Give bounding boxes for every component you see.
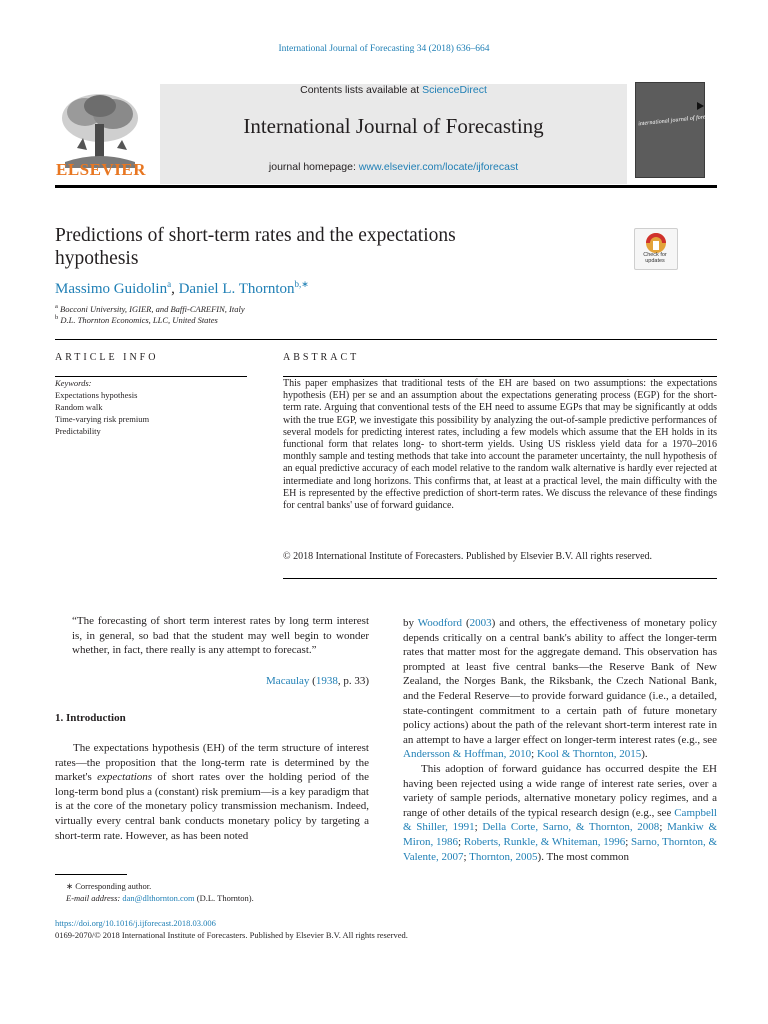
keyword: Expectations hypothesis — [55, 390, 138, 400]
article-title: Predictions of short-term rates and the expectations hypothesis — [55, 225, 456, 269]
ref-link[interactable]: Andersson & Hoffman, 2010 — [403, 748, 532, 761]
footnote-rule — [55, 874, 127, 875]
homepage-line: journal homepage: www.elsevier.com/locate/ijforecast — [268, 161, 519, 173]
article-info-rule — [55, 376, 247, 377]
journal-title: International Journal of Forecasting — [243, 114, 544, 138]
ref-link[interactable]: Campbell & Shiller, 1991 — [403, 806, 717, 834]
macaulay-year-link[interactable]: 1938 — [315, 675, 338, 687]
sciencedirect-link[interactable]: ScienceDirect — [422, 84, 487, 96]
abstract-copyright: © 2018 International Institute of Forecasters. Published by Elsevier B.V. All rights reserved. — [283, 551, 653, 562]
corresponding-author-footnote: ∗ Corresponding author. E-mail address: dan@dlthornton.com (D.L. Thornton). — [66, 881, 254, 903]
abstract-text: This paper emphasizes that traditional tests of the EH are based on two assumptions: the expectations hypothesis (EH) per se and an assumption about the expectations generating process (EGP) for the short-term rate. Arguing that conventional tests of the EH need to assume EGPs that may be significantly at odds with the true EGP, we investigate this possibility by analyzing the out-of-sample predictive performances of several models for predicting interest rates, including a few models which assume that the EH holds in its functional form that relates long- to short-term yields. Using US riskless yield data for a 1970–2016 monthly sample and testing methods that take into account the parameter uncertainty, the null hypothesis of an equal predictive accuracy of each model relative to the random walk alternative is hardly ever rejected at intermediate and long horizons. This confirms that, at least at a practical level, the main difficulty with the EH is represented by the effective prediction of short-term rates. We discuss the relevance of these findings for central banks' use of forward guidance. — [283, 378, 717, 512]
cover-arrow-icon — [697, 102, 704, 110]
affiliation-b: $^b$ D.L. Thornton Economics, LLC, United States — [55, 314, 218, 325]
publisher-name: ELSEVIER — [56, 160, 146, 179]
cover-title: international journal of forecasting — [637, 112, 724, 128]
ref-link[interactable]: Sarno, Thornton, & Valente, 2007 — [403, 835, 718, 863]
macaulay-ref-link[interactable]: Macaulay — [266, 675, 310, 687]
epigraph-quote: “The forecasting of short term interest rates by long term interest is, in general, so bad that the student may well begin to wonder whether, in fact, there really is any attempt to forecast.” — [72, 615, 369, 656]
article-info-label: ARTICLE INFO — [55, 352, 159, 363]
keyword: Random walk — [55, 402, 103, 412]
ref-link[interactable]: Thornton, 2005 — [469, 850, 538, 863]
keyword: Predictability — [55, 426, 101, 436]
abstract-end-rule — [283, 578, 717, 579]
intro-paragraph: The expectations hypothesis (EH) of the term structure of interest rates—the proposition that the long-term rate is determined by the market's expectations of short rates over the holding period of the long-term bond plus a (constant) risk premium—is a key paradigm that is at the core of the monetary policy transmission mechanism. Indeed, virtually every central bank conducts monetary policy by targeting a short-term rate. However, as has been noted — [55, 742, 369, 842]
section-heading-introduction: 1. Introduction — [55, 712, 126, 724]
ref-link[interactable]: Mankiw & Miron, 1986 — [403, 821, 717, 848]
check-updates-label: Check for updates — [643, 252, 667, 264]
ref-link[interactable]: Roberts, Runkle, & Whiteman, 1996 — [463, 835, 626, 848]
journal-cover-image — [635, 82, 705, 178]
email-link[interactable]: dan@dlthornton.com — [122, 893, 195, 903]
affiliation-rule — [55, 339, 717, 340]
ref-link[interactable]: Kool & Thornton, 2015 — [536, 748, 642, 761]
keywords-label: Keywords: — [55, 378, 92, 388]
right-column-text: by Woodford (2003) and others, the effectiveness of monetary policy depends critically on a central bank's ability to affect the longer-term rates that matter most for the aggregate demand. This observation has prompted at least five central banks—the Reserve Bank of New Zealand, the Norges Bank, the Riksbank, the Czech National Bank, and the Federal Reserve—to provide forward guidance (i.e., a detailed, state-contingent commitment to a certain path of future monetary policy actions) about the path of the relevant short-term interest rate in an attempt to have a larger effect on longer-term interest rates (e.g., see Andersson & Hoffman, 2010; Kool & Thornton, 2015). This adoption of forward guidance has occurred despite the EH having been rejected using a wide range of interest rate series, over a variety of sample periods, alternative monetary policy regimes, and a range of other details of the typical research design (e.g., see Campbell & Shiller, 1991; Della Corte, Sarno, & Thornton, 2008; Mankiw & Miron, 1986; Roberts, Runkle, & Whiteman, 1996; Sarno, Thornton, & Valente, 2007; Thornton, 2005). The most common — [403, 617, 718, 863]
author-list: Massimo Guidolin$^a$, Daniel L. Thornton$^{b,∗}$ — [55, 279, 309, 297]
abstract-label: ABSTRACT — [283, 352, 360, 363]
contents-line: Contents lists available at ScienceDirect — [300, 84, 487, 96]
doi-link[interactable]: https://doi.org/10.1016/j.ijforecast.2018.03.006 — [55, 918, 216, 928]
abstract-rule — [283, 376, 717, 377]
journal-citation[interactable]: International Journal of Forecasting 34 (2018) 636–664 — [278, 44, 490, 54]
keyword: Time-varying risk premium — [55, 414, 150, 424]
ref-link[interactable]: Della Corte, Sarno, & Thornton, 2008 — [482, 821, 660, 834]
author-thornton[interactable]: Daniel L. Thornton — [178, 281, 295, 297]
homepage-link[interactable]: www.elsevier.com/locate/ijforecast — [358, 161, 519, 173]
woodford-ref-link[interactable]: Woodford — [417, 617, 463, 629]
header-rule — [55, 185, 717, 188]
affiliation-a: $^a$ Bocconi University, IGIER, and Baffi-CAREFIN, Italy — [55, 303, 245, 314]
issn-copyright: 0169-2070/© 2018 International Institute of Forecasters. Published by Elsevier B.V. All rights reserved. — [55, 930, 408, 940]
epigraph-citation: Macaulay (1938, p. 33) — [266, 675, 369, 687]
author-guidolin[interactable]: Massimo Guidolin — [55, 281, 168, 297]
woodford-year-link[interactable]: 2003 — [469, 617, 492, 629]
